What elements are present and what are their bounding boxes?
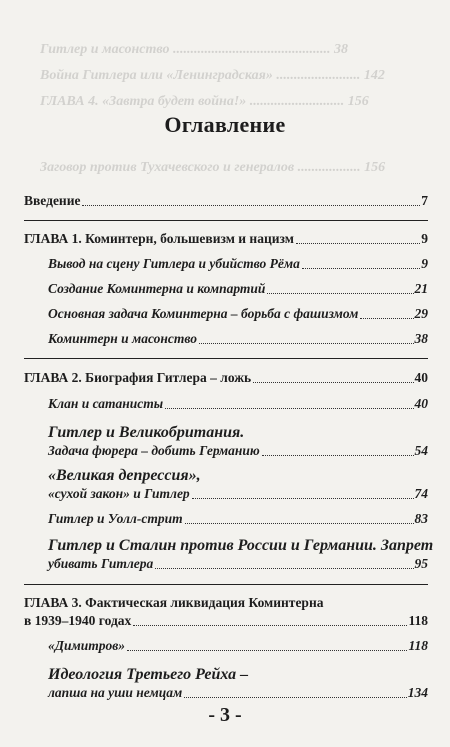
- toc-entry-title: «сухой закон» и Гитлер: [48, 486, 190, 501]
- toc-entry-title: Вывод на сцену Гитлера и убийство Рёма: [48, 256, 300, 271]
- toc-entry-page: 29: [414, 306, 428, 321]
- page-number: - 3 -: [208, 704, 242, 726]
- toc-entry-title-line: Идеология Третьего Рейха –: [48, 666, 249, 683]
- dot-leader: [302, 268, 420, 269]
- toc-entry-title: «Димитров»: [48, 638, 126, 653]
- toc-entry[interactable]: [24, 255, 428, 273]
- section-divider: [24, 584, 428, 585]
- toc-entry[interactable]: [24, 280, 428, 298]
- bleed-through-text: ГЛАВА 4. «Завтра будет война!» ........................... 156: [40, 94, 369, 109]
- dot-leader: [199, 343, 414, 344]
- toc-entry-title-line: «Великая депрессия»,: [48, 467, 201, 484]
- toc-entry[interactable]: [24, 637, 428, 655]
- toc-entry-title: Клан и сатанисты: [48, 396, 164, 411]
- dot-leader: [127, 650, 407, 651]
- dot-leader: [192, 498, 414, 499]
- section-divider: [24, 358, 428, 359]
- dot-leader: [133, 625, 407, 626]
- dot-leader: [165, 408, 413, 409]
- toc-entry-page: 40: [414, 396, 428, 411]
- dot-leader: [253, 382, 413, 383]
- dot-leader: [185, 523, 414, 524]
- toc-entry-page: 83: [414, 511, 428, 526]
- toc-entry-title: ГЛАВА 2. Биография Гитлера – ложь: [24, 370, 252, 385]
- toc-entry-page: 118: [408, 638, 428, 653]
- toc-entry[interactable]: [24, 330, 428, 348]
- toc-entry-title-line: Гитлер и Сталин против России и Германии. Запрет: [48, 537, 434, 554]
- toc-entry-title: Создание Коминтерна и компартий: [48, 281, 266, 296]
- toc-entry[interactable]: [24, 424, 428, 460]
- section-divider: [24, 220, 428, 221]
- toc-entry-title: Основная задача Коминтерна – борьба с фашизмом: [48, 306, 359, 321]
- toc-entry[interactable]: [24, 369, 428, 387]
- dot-leader: [155, 568, 413, 569]
- dot-leader: [267, 293, 413, 294]
- toc-entry-title: в 1939–1940 годах: [24, 613, 132, 628]
- toc-entry[interactable]: [24, 537, 434, 573]
- bleed-through-text: Гитлер и масонство ............................................. 38: [40, 42, 348, 57]
- toc-entry-title: лапша на уши немцам: [48, 685, 183, 700]
- toc-entry-title-line: ГЛАВА 3. Фактическая ликвидация Коминтерна: [24, 595, 324, 610]
- dot-leader: [184, 697, 407, 698]
- dot-leader: [82, 205, 420, 206]
- toc-entry[interactable]: [24, 192, 428, 210]
- toc-entry-title: Задача фюрера – добить Германию: [48, 443, 260, 458]
- toc-entry-page: 74: [414, 486, 428, 501]
- toc-entry[interactable]: [24, 666, 428, 702]
- toc-entry-page: 7: [421, 193, 428, 208]
- toc-entry-title: Введение: [24, 193, 81, 208]
- bleed-through-text: Заговор против Тухачевского и генералов .................. 156: [40, 160, 386, 175]
- toc-entry[interactable]: [24, 305, 428, 323]
- toc-entry-page: 9: [421, 256, 428, 271]
- toc-entry-page: 118: [408, 613, 428, 628]
- toc-entry[interactable]: [24, 395, 428, 413]
- toc-entry-title-line: Гитлер и Великобритания.: [48, 424, 245, 441]
- toc-entry-page: 95: [414, 556, 428, 571]
- dot-leader: [360, 318, 413, 319]
- toc-entry[interactable]: [24, 594, 428, 630]
- toc-entry-page: 54: [414, 443, 428, 458]
- toc-entry-page: 9: [421, 231, 428, 246]
- toc-entry-page: 40: [414, 370, 428, 385]
- toc-entry-page: 134: [407, 685, 428, 700]
- bleed-through-text: Война Гитлера или «Ленинградская» ........................ 142: [40, 68, 385, 83]
- toc-entry[interactable]: [24, 230, 428, 248]
- toc-entry[interactable]: [24, 510, 428, 528]
- toc-entry-title: Коминтерн и масонство: [48, 331, 197, 346]
- toc-entry-title: убивать Гитлера: [48, 556, 154, 571]
- dot-leader: [262, 455, 414, 456]
- toc-entry-title: Гитлер и Уолл-стрит: [48, 511, 183, 526]
- toc-entry-page: 21: [414, 281, 428, 296]
- toc-entry[interactable]: [24, 467, 428, 503]
- toc-entry-title: ГЛАВА 1. Коминтерн, большевизм и нацизм: [24, 231, 294, 246]
- page-title: Оглавление: [164, 112, 286, 137]
- dot-leader: [296, 243, 420, 244]
- toc-entry-page: 38: [414, 331, 428, 346]
